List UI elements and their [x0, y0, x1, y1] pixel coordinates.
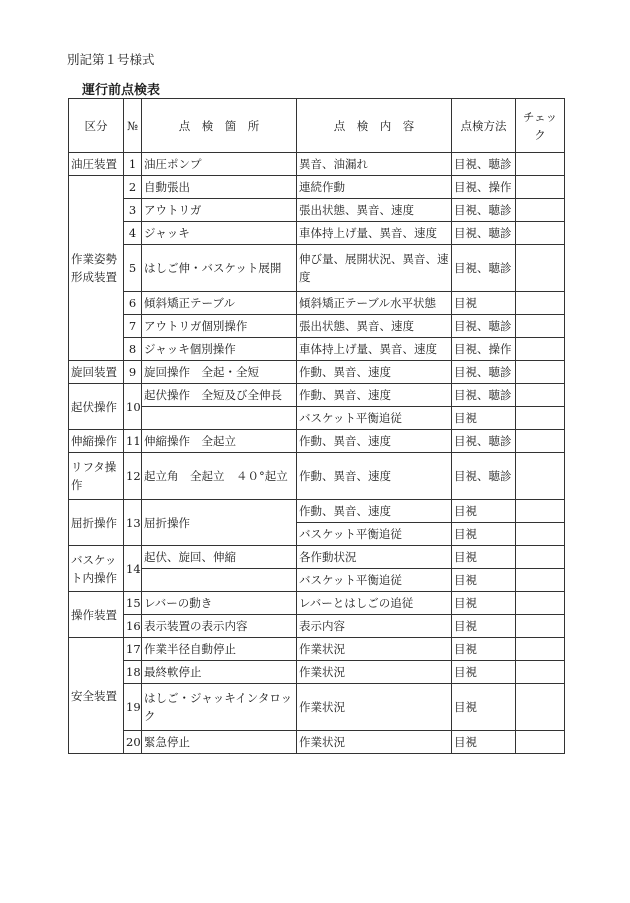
table-row	[69, 638, 565, 661]
header-no: №	[124, 99, 142, 153]
check-cell[interactable]	[516, 199, 565, 222]
method-cell: 目視、聴診	[452, 361, 516, 384]
table-row	[69, 176, 565, 199]
location-cell: 起伏操作 全短及び全伸長	[142, 384, 297, 407]
table-row	[69, 153, 565, 176]
method-cell: 目視、聴診	[452, 430, 516, 453]
content-cell: 張出状態、異音、速度	[297, 315, 452, 338]
table-row	[69, 315, 565, 338]
check-cell[interactable]	[516, 338, 565, 361]
table-row	[69, 453, 565, 500]
no-cell: 6	[124, 292, 142, 315]
no-cell: 5	[124, 245, 142, 292]
header-location: 点 検 箇 所	[142, 99, 297, 153]
location-cell: 起伏、旋回、伸縮	[142, 546, 297, 569]
check-cell[interactable]	[516, 661, 565, 684]
table-row	[69, 384, 565, 407]
table-row	[69, 569, 565, 592]
table-row	[69, 199, 565, 222]
check-cell[interactable]	[516, 153, 565, 176]
check-cell[interactable]	[516, 361, 565, 384]
table-row	[69, 615, 565, 638]
check-cell[interactable]	[516, 638, 565, 661]
no-cell: 17	[124, 638, 142, 661]
table-row	[69, 407, 565, 430]
no-cell: 8	[124, 338, 142, 361]
check-cell[interactable]	[516, 222, 565, 245]
method-cell: 目視	[452, 615, 516, 638]
no-cell: 3	[124, 199, 142, 222]
no-cell: 12	[124, 453, 142, 500]
location-cell: 作業半径自動停止	[142, 638, 297, 661]
content-cell: 作動、異音、速度	[297, 361, 452, 384]
location-cell: アウトリガ個別操作	[142, 315, 297, 338]
header-row	[69, 99, 565, 153]
location-cell: はしご伸・バスケット展開	[142, 245, 297, 292]
no-cell: 16	[124, 615, 142, 638]
no-cell: 14	[124, 546, 142, 592]
check-cell[interactable]	[516, 684, 565, 731]
inspection-table	[68, 98, 565, 754]
content-cell: 作動、異音、速度	[297, 430, 452, 453]
content-cell: バスケット平衡追従	[297, 569, 452, 592]
check-cell[interactable]	[516, 245, 565, 292]
content-cell: 作業状況	[297, 661, 452, 684]
method-cell: 目視、聴診	[452, 384, 516, 407]
content-cell: 作業状況	[297, 638, 452, 661]
location-cell: ジャッキ個別操作	[142, 338, 297, 361]
content-cell: 作業状況	[297, 684, 452, 731]
location-cell: 旋回操作 全起・全短	[142, 361, 297, 384]
header-method: 点検方法	[452, 99, 516, 153]
table-row	[69, 546, 565, 569]
method-cell: 目視	[452, 684, 516, 731]
no-cell: 13	[124, 500, 142, 546]
table-row	[69, 338, 565, 361]
method-cell: 目視、操作	[452, 338, 516, 361]
category-cell: 屈折操作	[69, 500, 124, 546]
category-cell: バスケット内操作	[69, 546, 124, 592]
check-cell[interactable]	[516, 384, 565, 407]
category-cell: 油圧装置	[69, 153, 124, 176]
location-cell: 表示装置の表示内容	[142, 615, 297, 638]
method-cell: 目視	[452, 592, 516, 615]
table-row	[69, 245, 565, 292]
check-cell[interactable]	[516, 523, 565, 546]
location-cell: はしご・ジャッキインタロック	[142, 684, 297, 731]
method-cell: 目視、聴診	[452, 222, 516, 245]
category-cell: 安全装置	[69, 638, 124, 754]
no-cell: 20	[124, 731, 142, 754]
check-cell[interactable]	[516, 615, 565, 638]
check-cell[interactable]	[516, 546, 565, 569]
method-cell: 目視、聴診	[452, 315, 516, 338]
check-cell[interactable]	[516, 176, 565, 199]
content-cell: 各作動状況	[297, 546, 452, 569]
no-cell: 19	[124, 684, 142, 731]
table-row	[69, 684, 565, 731]
method-cell: 目視	[452, 569, 516, 592]
category-cell: 伸縮操作	[69, 430, 124, 453]
method-cell: 目視	[452, 407, 516, 430]
form-label: 別記第１号様式	[67, 52, 155, 67]
category-cell: 起伏操作	[69, 384, 124, 430]
content-cell: レバーとはしごの追従	[297, 592, 452, 615]
no-cell: 11	[124, 430, 142, 453]
location-cell: アウトリガ	[142, 199, 297, 222]
check-cell[interactable]	[516, 569, 565, 592]
method-cell: 目視	[452, 731, 516, 754]
content-cell: 表示内容	[297, 615, 452, 638]
location-cell: 緊急停止	[142, 731, 297, 754]
location-cell: 起立角 全起立 ４０°起立	[142, 453, 297, 500]
content-cell: 作動、異音、速度	[297, 453, 452, 500]
no-cell: 2	[124, 176, 142, 199]
method-cell: 目視	[452, 546, 516, 569]
location-cell: 最終軟停止	[142, 661, 297, 684]
content-cell: 連続作動	[297, 176, 452, 199]
check-cell[interactable]	[516, 315, 565, 338]
table-row	[69, 731, 565, 754]
header-content: 点 検 内 容	[297, 99, 452, 153]
content-cell: 異音、油漏れ	[297, 153, 452, 176]
check-cell[interactable]	[516, 453, 565, 500]
table-row	[69, 500, 565, 523]
method-cell: 目視	[452, 661, 516, 684]
location-cell: 油圧ポンプ	[142, 153, 297, 176]
no-cell: 18	[124, 661, 142, 684]
page-title: 運行前点検表	[82, 83, 161, 98]
location-cell: レバーの動き	[142, 592, 297, 615]
table-row	[69, 292, 565, 315]
location-cell	[142, 569, 297, 592]
header-check: チェック	[516, 99, 565, 153]
content-cell: 作動、異音、速度	[297, 384, 452, 407]
check-cell[interactable]	[516, 430, 565, 453]
no-cell: 9	[124, 361, 142, 384]
content-cell: 車体持上げ量、異音、速度	[297, 338, 452, 361]
category-cell: リフタ操作	[69, 453, 124, 500]
table-row	[69, 361, 565, 384]
method-cell: 目視	[452, 523, 516, 546]
method-cell: 目視	[452, 500, 516, 523]
header-category: 区分	[69, 99, 124, 153]
method-cell: 目視、聴診	[452, 199, 516, 222]
method-cell: 目視、聴診	[452, 153, 516, 176]
method-cell: 目視	[452, 638, 516, 661]
category-cell: 旋回装置	[69, 361, 124, 384]
check-cell[interactable]	[516, 292, 565, 315]
table-row	[69, 661, 565, 684]
location-cell	[142, 407, 297, 430]
table-row	[69, 592, 565, 615]
location-cell: 伸縮操作 全起立	[142, 430, 297, 453]
check-cell[interactable]	[516, 407, 565, 430]
content-cell: バスケット平衡追従	[297, 407, 452, 430]
location-cell: 自動張出	[142, 176, 297, 199]
content-cell: 伸び量、展開状況、異音、速度	[297, 245, 452, 292]
content-cell: 作動、異音、速度	[297, 500, 452, 523]
content-cell: 傾斜矯正テーブル水平状態	[297, 292, 452, 315]
table-row	[69, 430, 565, 453]
no-cell: 15	[124, 592, 142, 615]
location-cell: 屈折操作	[142, 500, 297, 546]
no-cell: 7	[124, 315, 142, 338]
category-cell: 作業姿勢形成装置	[69, 176, 124, 361]
category-cell: 操作装置	[69, 592, 124, 638]
method-cell: 目視、操作	[452, 176, 516, 199]
check-cell[interactable]	[516, 731, 565, 754]
table-row	[69, 222, 565, 245]
check-cell[interactable]	[516, 592, 565, 615]
content-cell: 車体持上げ量、異音、速度	[297, 222, 452, 245]
content-cell: バスケット平衡追従	[297, 523, 452, 546]
method-cell: 目視、聴診	[452, 453, 516, 500]
method-cell: 目視	[452, 292, 516, 315]
method-cell: 目視、聴診	[452, 245, 516, 292]
location-cell: ジャッキ	[142, 222, 297, 245]
no-cell: 10	[124, 384, 142, 430]
no-cell: 1	[124, 153, 142, 176]
check-cell[interactable]	[516, 500, 565, 523]
content-cell: 張出状態、異音、速度	[297, 199, 452, 222]
no-cell: 4	[124, 222, 142, 245]
content-cell: 作業状況	[297, 731, 452, 754]
location-cell: 傾斜矯正テーブル	[142, 292, 297, 315]
